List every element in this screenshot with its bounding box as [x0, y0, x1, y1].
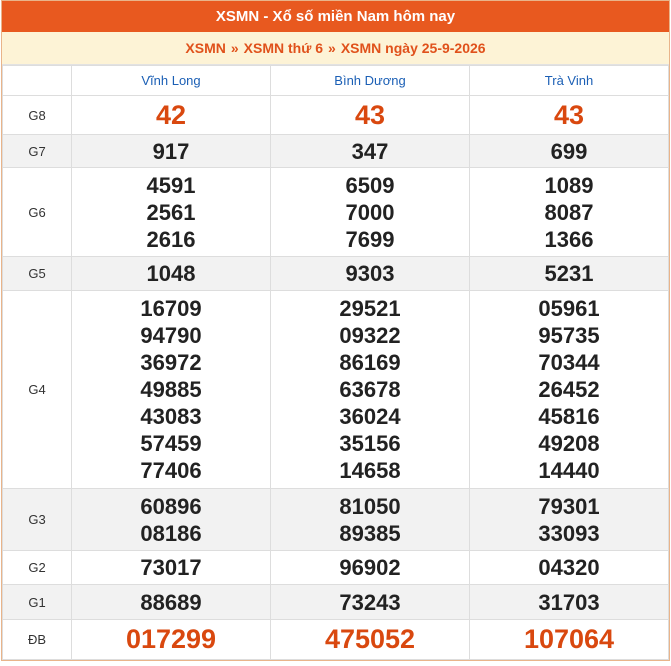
prize-number: 1366 [544, 226, 594, 252]
prize-number: 14658 [339, 458, 401, 483]
prize-number: 475052 [324, 624, 416, 654]
prize-label: G8 [3, 96, 72, 135]
breadcrumb-separator: » [230, 40, 239, 56]
prize-cell [72, 551, 271, 585]
results-table [2, 65, 669, 660]
prize-cell [72, 489, 271, 551]
prize-row-g3 [3, 489, 669, 551]
breadcrumb [2, 32, 669, 65]
prize-number: 31703 [538, 589, 600, 615]
prize-number: 04320 [538, 555, 600, 580]
prize-row-g4 [3, 291, 669, 489]
prize-row-g6 [3, 168, 669, 257]
prize-cell [271, 168, 470, 257]
prize-number: 81050 [339, 493, 401, 519]
prize-cell [72, 291, 271, 489]
prize-cell [470, 551, 669, 585]
prize-number: 42 [155, 99, 187, 130]
prize-number: 36024 [339, 404, 401, 429]
prize-cell [72, 135, 271, 168]
prize-cell [271, 257, 470, 291]
header-blank [3, 66, 72, 96]
prize-number: 36972 [140, 350, 202, 375]
prize-number: 7000 [345, 199, 395, 225]
prize-cell [470, 585, 669, 620]
prize-label: G5 [3, 257, 72, 291]
prize-label: G7 [3, 135, 72, 168]
prize-label: G1 [3, 585, 72, 620]
prize-cell [72, 620, 271, 660]
prize-number: 26452 [538, 377, 600, 402]
prize-row-g8 [3, 96, 669, 135]
prize-cell [72, 257, 271, 291]
breadcrumb-link-xsmn[interactable]: XSMN [185, 40, 226, 56]
prize-cell [271, 620, 470, 660]
prize-cell [470, 489, 669, 551]
prize-number: 8087 [544, 199, 594, 225]
prize-number: 95735 [538, 323, 600, 348]
prize-cell [470, 257, 669, 291]
prize-row-db [3, 620, 669, 660]
prize-cell [271, 291, 470, 489]
prize-number: 699 [550, 138, 588, 164]
prize-cell [271, 96, 470, 135]
prize-row-g1 [3, 585, 669, 620]
breadcrumb-link-thu6[interactable]: XSMN thứ 6 [243, 40, 324, 56]
prize-number: 2616 [146, 226, 196, 252]
table-header-row [3, 66, 669, 96]
prize-number: 43083 [140, 404, 202, 429]
prize-number: 63678 [339, 377, 401, 402]
prize-cell [470, 135, 669, 168]
page-title: XSMN - Xổ số miền Nam hôm nay [2, 1, 669, 32]
prize-number: 77406 [140, 458, 202, 483]
prize-label: ĐB [3, 620, 72, 660]
prize-label: G3 [3, 489, 72, 551]
breadcrumb-separator: » [328, 40, 336, 56]
prize-cell [271, 551, 470, 585]
prize-cell [470, 620, 669, 660]
prize-number: 49208 [538, 431, 600, 456]
prize-number: 96902 [339, 555, 401, 580]
prize-number: 57459 [140, 431, 202, 456]
prize-number: 6509 [345, 172, 395, 198]
prize-label: G2 [3, 551, 72, 585]
prize-number: 35156 [339, 431, 401, 456]
prize-cell [72, 585, 271, 620]
prize-cell [470, 168, 669, 257]
prize-number: 88689 [140, 589, 202, 615]
prize-cell [271, 135, 470, 168]
prize-number: 107064 [523, 624, 615, 654]
prize-number: 70344 [538, 350, 600, 375]
province-vinh-long[interactable]: Vĩnh Long [72, 66, 271, 96]
prize-number: 33093 [538, 520, 600, 546]
prize-number: 917 [152, 138, 190, 164]
prize-number: 86169 [339, 350, 401, 375]
prize-number: 9303 [345, 261, 395, 286]
prize-number: 2561 [146, 199, 196, 225]
prize-number: 89385 [339, 520, 401, 546]
province-binh-duong[interactable]: Bình Dương [271, 66, 470, 96]
prize-number: 5231 [544, 261, 594, 286]
province-tra-vinh[interactable]: Trà Vinh [470, 66, 669, 96]
prize-number: 45816 [538, 404, 600, 429]
prize-number: 73017 [140, 555, 202, 580]
prize-cell [470, 96, 669, 135]
prize-number: 14440 [538, 458, 600, 483]
prize-label: G6 [3, 168, 72, 257]
prize-number: 79301 [538, 493, 600, 519]
prize-number: 09322 [339, 323, 401, 348]
prize-cell [470, 291, 669, 489]
prize-cell [271, 585, 470, 620]
prize-number: 05961 [538, 296, 600, 321]
prize-row-g2 [3, 551, 669, 585]
prize-cell [271, 489, 470, 551]
prize-number: 017299 [125, 624, 217, 654]
prize-number: 08186 [140, 520, 202, 546]
prize-number: 1048 [146, 261, 196, 286]
prize-label: G4 [3, 291, 72, 489]
prize-number: 60896 [140, 493, 202, 519]
prize-number: 4591 [146, 172, 196, 198]
prize-number: 29521 [339, 296, 401, 321]
prize-number: 73243 [339, 589, 401, 615]
prize-number: 43 [354, 99, 386, 130]
prize-number: 16709 [140, 296, 202, 321]
breadcrumb-link-date[interactable]: XSMN ngày 25-9-2026 [340, 40, 486, 56]
prize-number: 94790 [140, 323, 202, 348]
prize-number: 347 [351, 138, 389, 164]
prize-number: 43 [553, 99, 585, 130]
prize-cell [72, 168, 271, 257]
prize-row-g5 [3, 257, 669, 291]
prize-number: 49885 [140, 377, 202, 402]
prize-number: 1089 [544, 172, 594, 198]
prize-number: 7699 [345, 226, 395, 252]
prize-row-g7 [3, 135, 669, 168]
prize-cell [72, 96, 271, 135]
results-panel [1, 0, 670, 661]
